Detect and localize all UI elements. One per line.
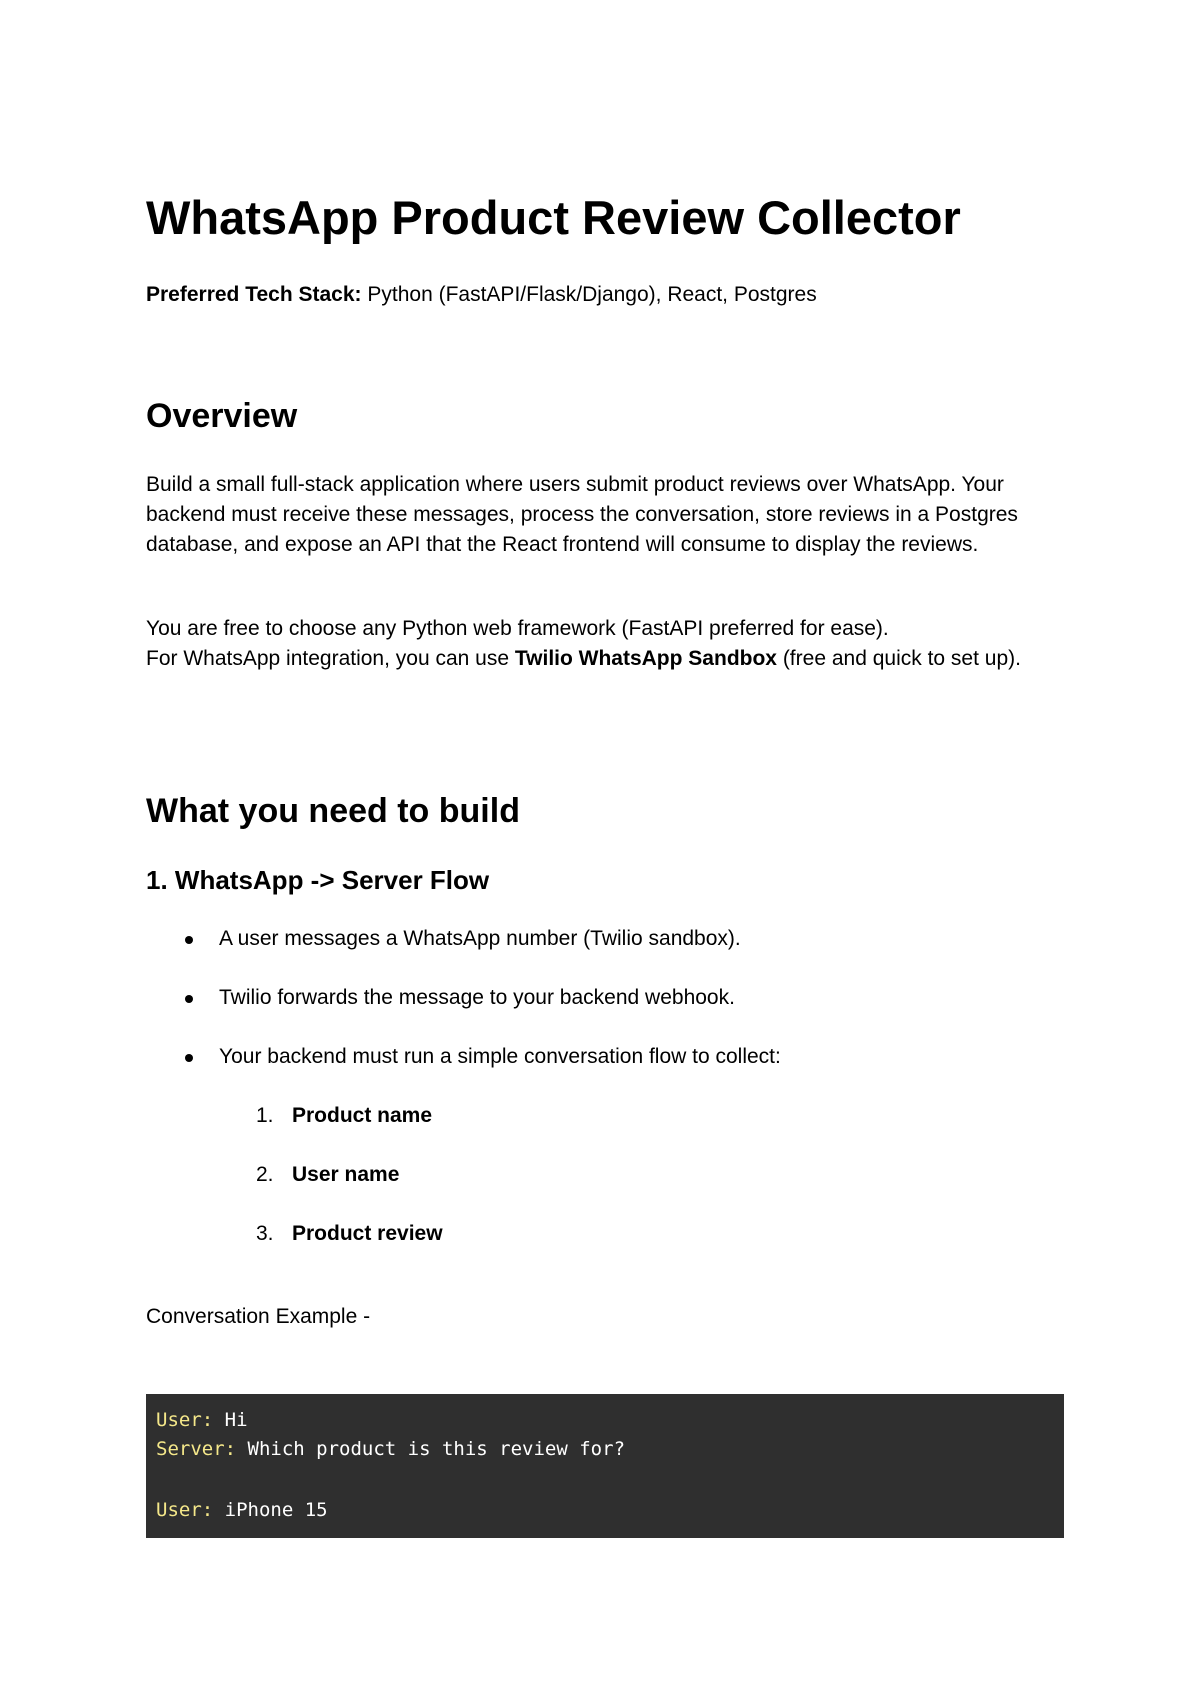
framework-paragraph xyxy=(146,614,1064,674)
code-line xyxy=(156,1435,625,1463)
numbered-marker: 1. xyxy=(256,1104,274,1127)
code-block xyxy=(146,1394,1064,1538)
numbered-text: User name xyxy=(292,1163,400,1186)
tech-stack-value: Python (FastAPI/Flask/Django), React, Postgres xyxy=(361,283,817,306)
code-line xyxy=(156,1406,248,1434)
section1-heading: 1. WhatsApp -> Server Flow xyxy=(146,865,490,895)
bullet-text: Your backend must run a simple conversation flow to collect: xyxy=(219,1045,781,1068)
numbered-marker: 3. xyxy=(256,1222,274,1245)
conversation-label: Conversation Example - xyxy=(146,1305,371,1328)
bullet-text: Twilio forwards the message to your backend webhook. xyxy=(219,986,735,1009)
speaker-label: User: xyxy=(156,1409,214,1431)
overview-paragraph: Build a small full-stack application where users submit product reviews over WhatsApp. Your backend must receive these messages, process the conversation, store reviews in a Postgres database, and expose an API that the React frontend will consume to display the reviews. xyxy=(146,473,1018,556)
speaker-label: Server: xyxy=(156,1438,237,1460)
twilio-sandbox-text: Twilio WhatsApp Sandbox xyxy=(514,647,777,670)
framework-line: You are free to choose any Python web framework (FastAPI preferred for ease). xyxy=(146,617,889,640)
bullet-icon xyxy=(185,995,193,1003)
tech-stack-label: Preferred Tech Stack: xyxy=(146,283,362,306)
numbered-text: Product review xyxy=(292,1222,443,1245)
code-message: iPhone 15 xyxy=(213,1499,328,1521)
code-message: Which product is this review for? xyxy=(236,1438,626,1460)
bullet-text: A user messages a WhatsApp number (Twilio sandbox). xyxy=(219,927,741,950)
code-message: Hi xyxy=(213,1409,248,1431)
code-line xyxy=(156,1496,328,1524)
build-heading: What you need to build xyxy=(146,792,520,830)
tech-stack-line xyxy=(146,280,817,310)
overview-heading: Overview xyxy=(146,397,298,435)
bullet-icon xyxy=(185,936,193,944)
twilio-suffix: (free and quick to set up). xyxy=(776,647,1021,670)
numbered-marker: 2. xyxy=(256,1163,274,1186)
bullet-icon xyxy=(185,1054,193,1062)
numbered-text: Product name xyxy=(292,1104,433,1127)
speaker-label: User: xyxy=(156,1499,214,1521)
document-title: WhatsApp Product Review Collector xyxy=(146,191,961,244)
twilio-prefix: For WhatsApp integration, you can use xyxy=(146,647,515,670)
